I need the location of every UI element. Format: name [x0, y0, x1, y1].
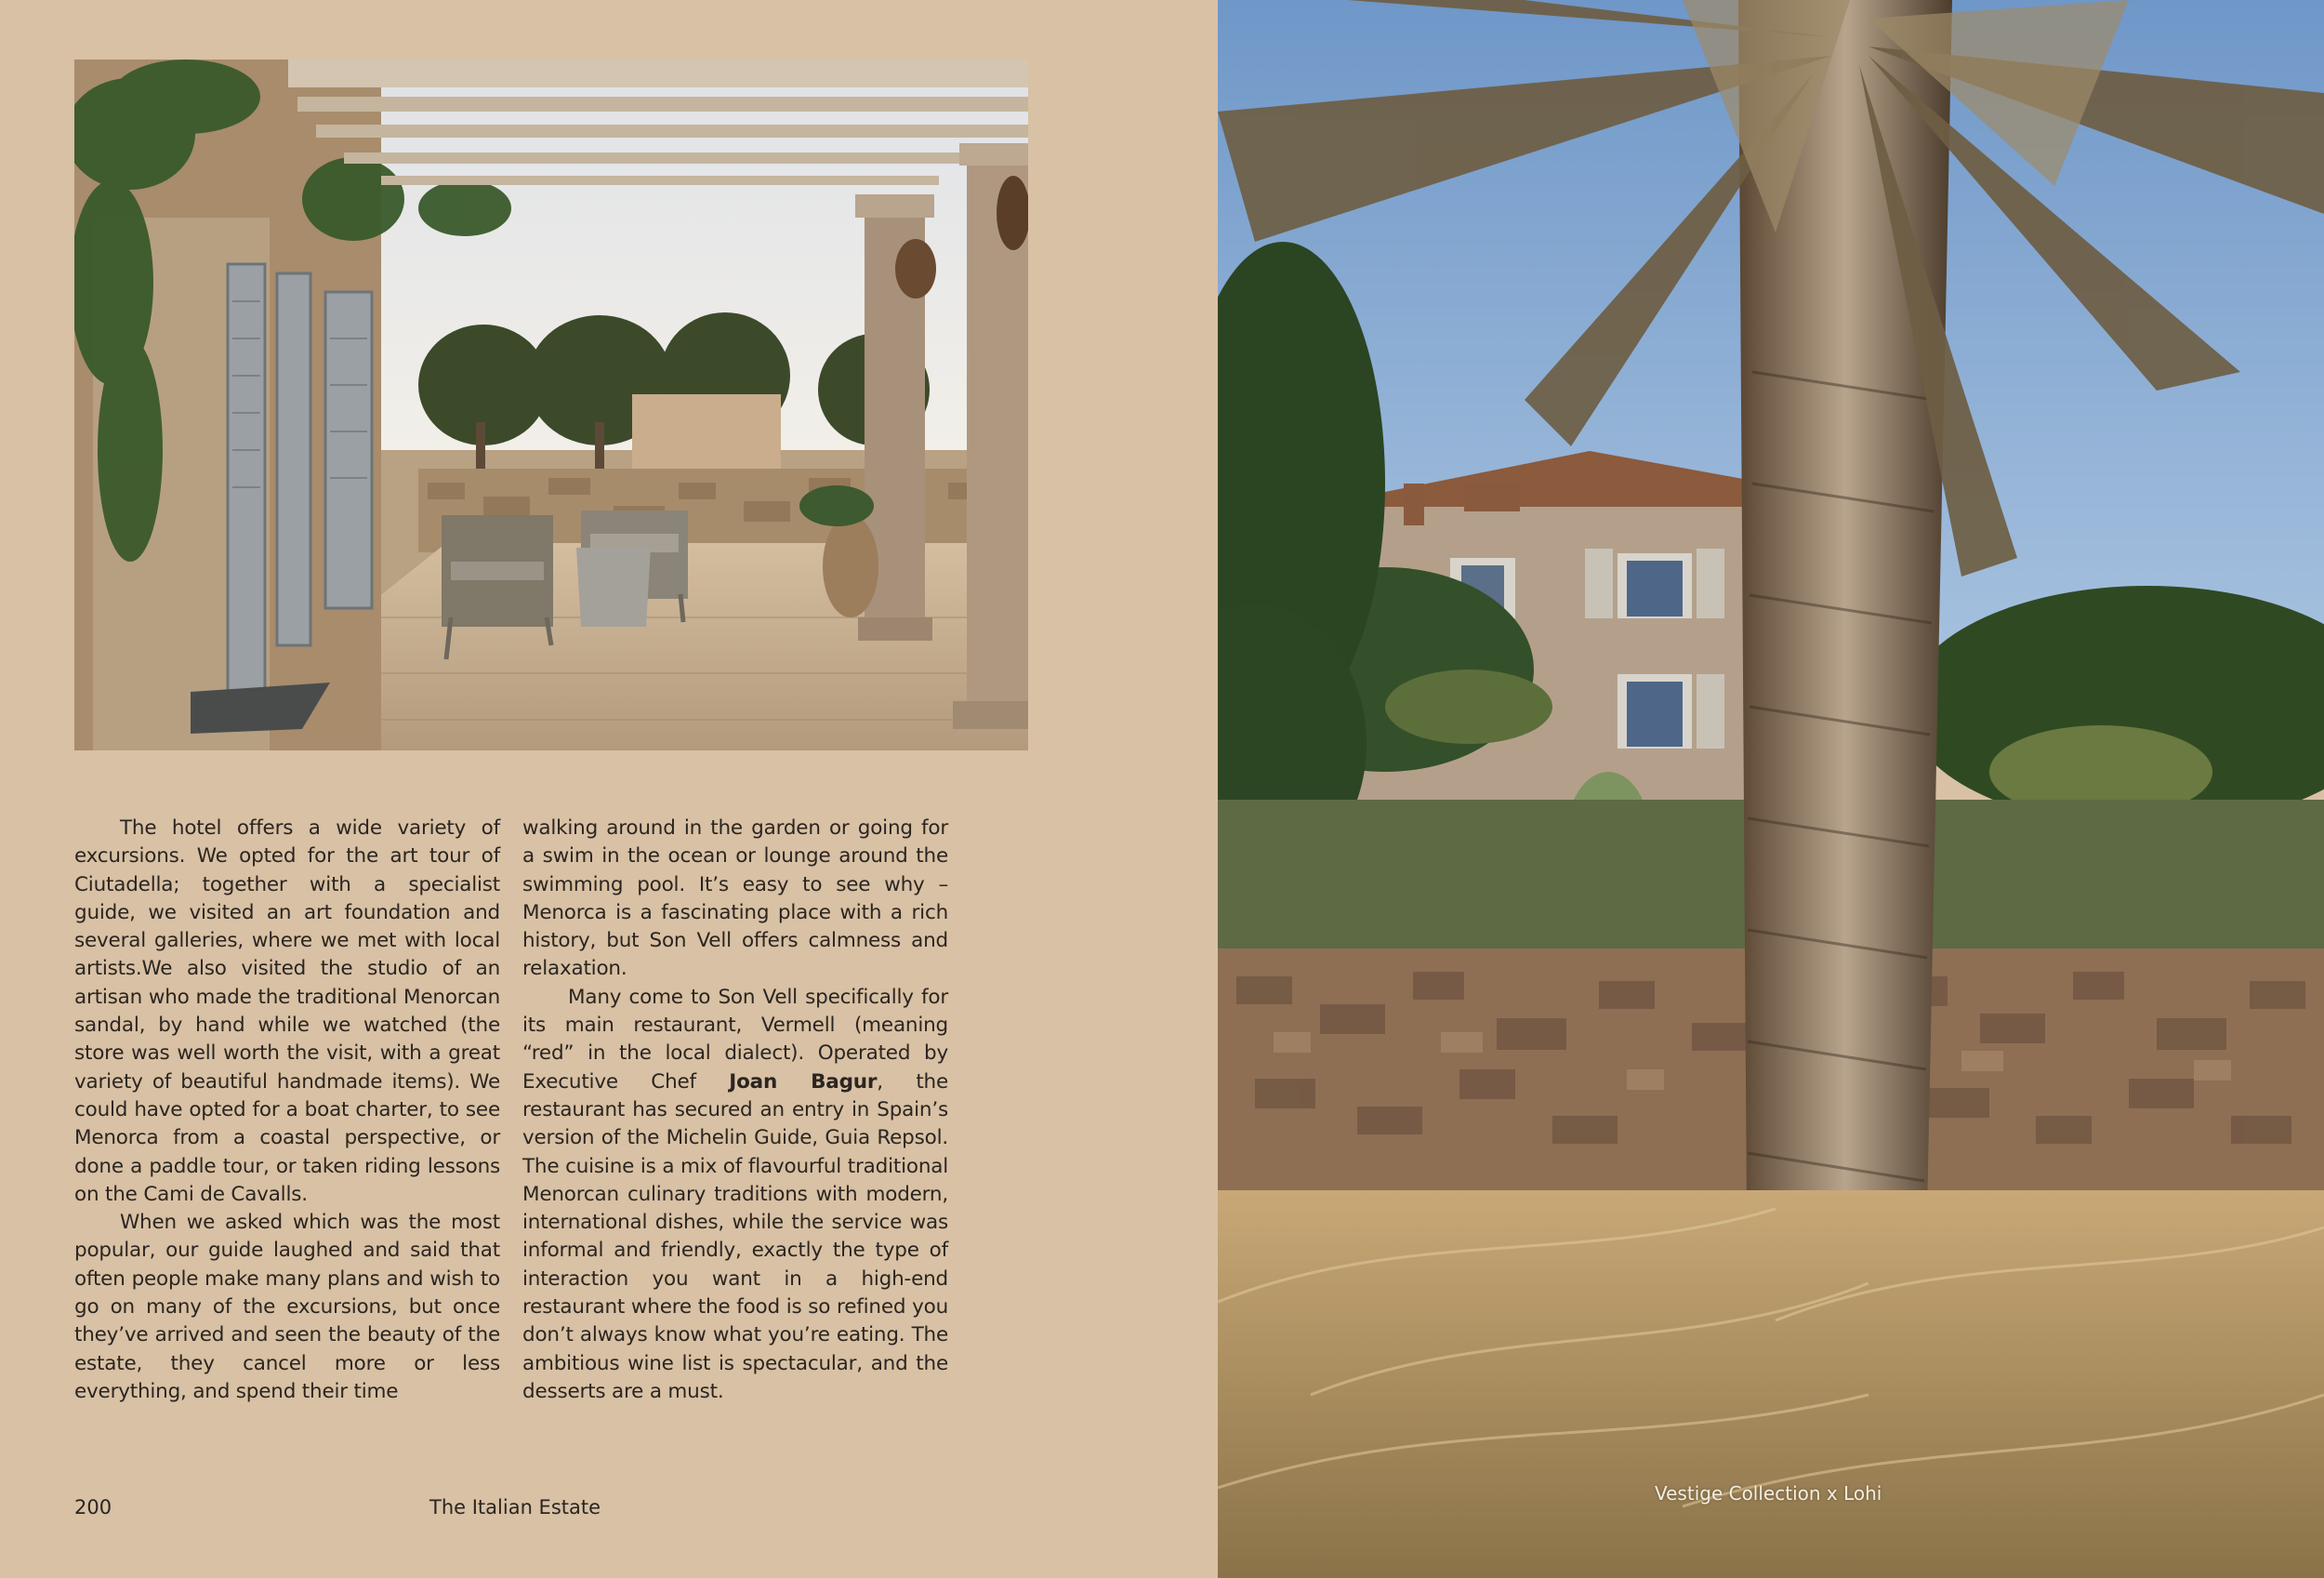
body-text-column-1 [74, 815, 500, 1406]
body-text-column-2 [522, 815, 948, 1406]
restaurant-text-start: Many come to Son Vell specifically for its main restaurant, Vermell (meaning “red” in the local dialect). Operated by Executive Chef [522, 985, 948, 1094]
palm-garden-illustration [1218, 0, 2324, 1578]
page-number: 200 [74, 1496, 112, 1518]
terrace-pergola-photo [74, 60, 1028, 750]
paragraph-garden-continuation: walking around in the garden or going for a swim in the ocean or lounge around the swimming pool. It’s easy to see why – Menorca is a fascinating place with a rich history, but Son Vell offers calmness and relaxation. [522, 816, 948, 981]
running-title: The Italian Estate [429, 1496, 601, 1518]
terrace-pergola-illustration [74, 60, 1028, 750]
paragraph-popular-excursion: When we asked which was the most popular, our guide laughed and said that often people make many plans and wish to go on many of the excursions, but once they’ve arrived and seen the beauty of the estate, they cancel more or less everything, and spend their time [74, 1211, 500, 1403]
chef-name: Joan Bagur [729, 1069, 878, 1094]
paragraph-excursions: The hotel offers a wide variety of excursions. We opted for the art tour of Ciutadella; together with a specialist guide, we visited an art foundation and several galleries, where we met with local artists.We also visited the studio of an artisan who made the traditional Menorcan sandal, by hand while we watched (the store was well worth the visit, with a great variety of beautiful handmade items). We could have opted for a boat charter, to see Menorca from a coastal perspective, or done a paddle tour, or taken riding lessons on the Cami de Cavalls. [74, 816, 500, 1206]
right-page-photo [1218, 0, 2324, 1578]
photo-credit: Vestige Collection x Lohi [1655, 1482, 1882, 1505]
restaurant-text-end: , the restaurant has secured an entry in Spain’s version of the Michelin Guide, Guia Repsol. The cuisine is a mix of flavourful traditional Menorcan culinary traditions with modern, international dishes, while the service was informal and friendly, exactly the type of interaction you want in a high-end restaurant where the food is so refined you don’t always know what you’re eating. The ambitious wine list is spectacular, and the desserts are a must. [522, 1069, 948, 1403]
paragraph-restaurant [522, 984, 948, 1406]
